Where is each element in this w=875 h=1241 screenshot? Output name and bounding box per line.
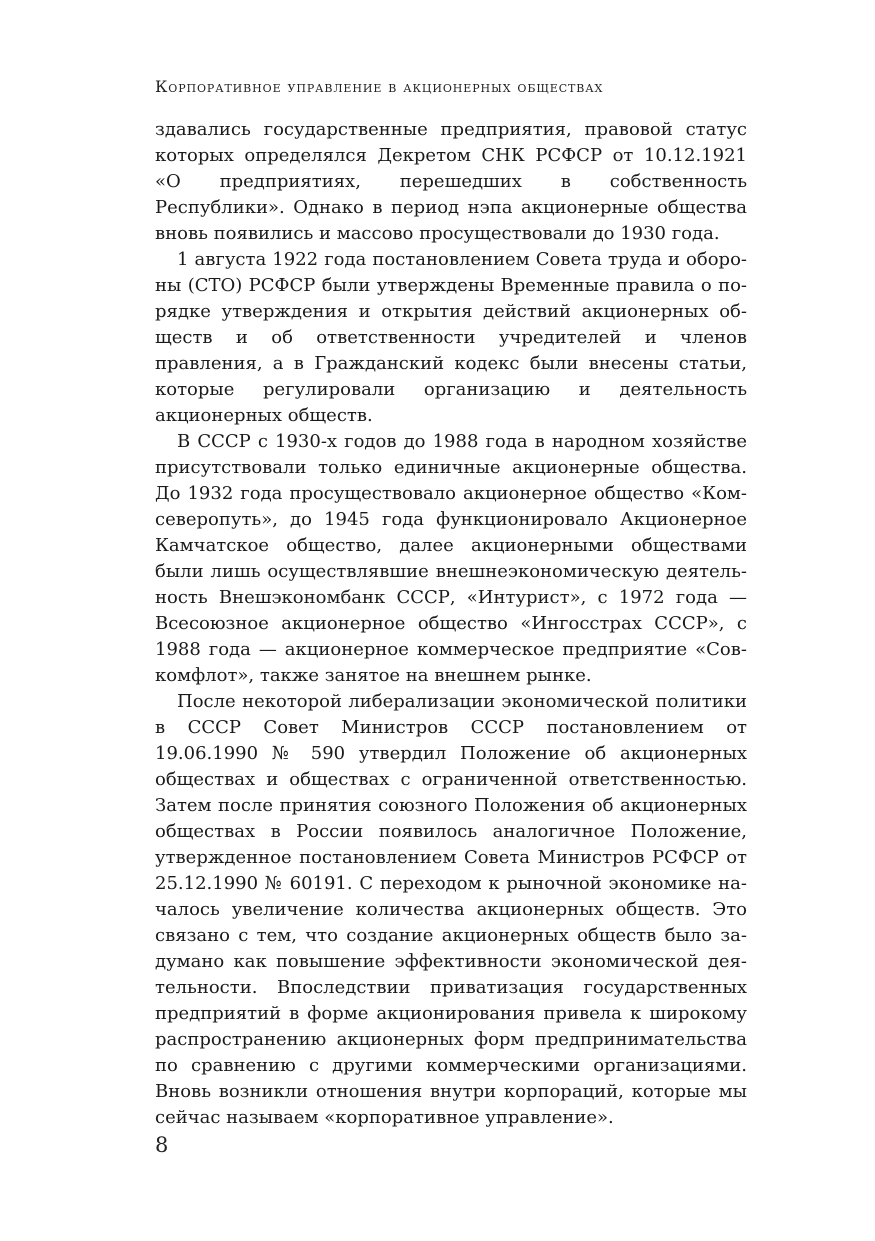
paragraph-ussr-1930-1988: В СССР с 1930-х годов до 1988 года в народном хозяйстве присутствовали только единичные акционерные общества. До 1932 года просуществовало акционерное общество «Комсеверопуть», до 1945 года функционировало Акционерное Камчатское общество, далее акционерными обществами были лишь осуществлявшие внешнеэкономическую деятельность Внешэкономбанк СССР, «Интурист», с 1972 года — Всесоюзное акционерное общество «Ингосстрах СССР», с 1988 года — акционерное коммерческое предприятие «Совкомфлот», также занятое на внешнем рынке. (155, 431, 747, 686)
paragraph-1922-rules: 1 августа 1922 года постановлением Совета труда и обороны (СТО) РСФСР были утверждены Временные правила о порядке утверждения и открытия действий акционерных обществ и об ответственности учредителей и членов правления, а в Гражданский кодекс были внесены статьи, которые регулировали организацию и деятельность акционерных обществ. (155, 249, 747, 426)
body-text (155, 117, 747, 1131)
running-header: Корпоративное управление в акционерных обществах (155, 77, 604, 96)
paragraph-continuation: здавались государственные предприятия, правовой статус которых определялся Декретом СНК РСФСР от 10.12.1921 «О предприятиях, перешедших в собственность Республики». Однако в период нэпа акционерные общества вновь появились и массово просуществовали до 1930 года. (155, 119, 747, 244)
paragraph-liberalization: После некоторой либерализации экономической политики в СССР Совет Министров СССР постановлением от 19.06.1990 № 590 утвердил Положение об акционерных обществах и обществах с ограниченной ответственностью. Затем после принятия союзного Положения об акционерных обществах в России появилось аналогичное Положение, утвержденное постановлением Совета Министров РСФСР от 25.12.1990 № 60191. С переходом к рыночной экономике началось увеличение количества акционерных обществ. Это связано с тем, что создание акционерных обществ было задумано как повышение эффективности экономической деятельности. Впоследствии приватизация государственных предприятий в форме акционирования привела к широкому распространению акционерных форм предпринимательства по сравнению с другими коммерческими организациями. Вновь возникли отношения внутри корпораций, которые мы сейчас называем «корпоративное управление». (155, 691, 747, 1128)
page-number: 8 (155, 1133, 169, 1157)
